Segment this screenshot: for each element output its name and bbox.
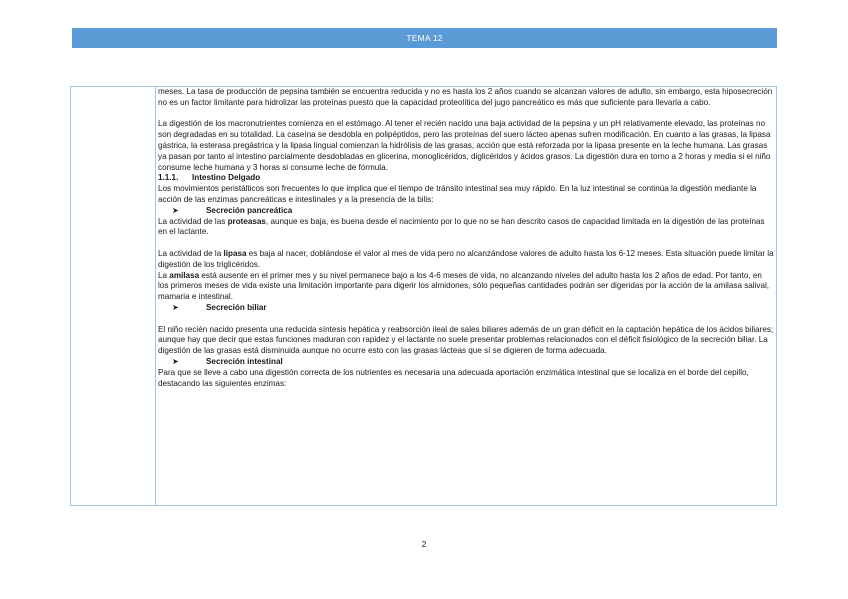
paragraph-digestion-estomago: La digestión de los macronutrientes comienza en el estómago. Al tener el recién nacido una baja actividad de la pepsina y un pH relativamente elevado, las proteínas no son degradadas en su totalidad. La caseína se desdobla en polipéptidos, pero las proteínas del suero lácteo apenas sufren modificación. En cuanto a las grasas, la lipasa gástrica, la esterasa pregástrica y la lipasa lingual comienzan la hidrólisis de las grasas, acción que está reforzada por la lipasa presente en la leche humana. Las grasas ya pasan por tanto al intestino parcialmente desdobladas en glicerina, monoglicéridos, diglicéridos y ácidos grasos. La digestión dura en torno a 2 horas y media si el niño consume leche humana y 3 horas si consume leche de fórmula. xyxy=(158,119,771,172)
paragraph-amilasa: La amilasa está ausente en el primer mes y su nivel permanece bajo a los 4-6 meses de vida, no alcanzando niveles del adulto hasta los 2 años de edad. Por tanto, en los primeros meses de vida existe una limitación importante para digerir los almidones, sólo pequeñas cantidades podrán ser digeridas por la acción de la amilasa salival, mamaria e intestinal. xyxy=(158,270,770,302)
arrow-bullet-icon: ➤ xyxy=(172,356,179,366)
term-lipasa: lipasa xyxy=(223,248,247,258)
bullet-secrecion-pancreatica xyxy=(158,206,774,217)
paragraph-intestinal: Para que se lleve a cabo una digestión correcta de los nutrientes es necesaria una adecuada aportación enzimática intestinal que se localiza en el borde del cepillo, destacando las siguientes enzimas: xyxy=(158,367,749,388)
section-title: Intestino Delgado xyxy=(192,173,261,183)
header-title: TEMA 12 xyxy=(406,33,443,43)
paragraph-pepsina: meses. La tasa de producción de pepsina también se encuentra reducida y no es hasta los 2 años cuando se alcanzan valores de adulto, sin embargo, esta hiposecreción no es un factor limitante para hidrolizar las proteínas puesto que la capacidad proteolítica del jugo pancreático es más que suficiente para llevarla a cabo. xyxy=(158,87,773,107)
section-heading xyxy=(158,173,774,184)
bullet-label: Secreción pancreática xyxy=(206,205,293,215)
section-number: 1.1.1. xyxy=(158,173,179,183)
term-amilasa: amilasa xyxy=(169,270,200,280)
document-body xyxy=(158,87,774,389)
header-bar xyxy=(72,28,777,48)
bullet-secrecion-biliar xyxy=(158,303,774,314)
bullet-label: Secreción intestinal xyxy=(206,356,283,366)
paragraph-biliar: El niño recién nacido presenta una reducida síntesis hepática y reabsorción ileal de sales biliares además de un gran déficit en la captación hepática de los ácidos biliares; aunque hay que decir que estas funciones maduran con rapidez y el lactante no suele presentar problemas relacionados con el déficit fisiológico de la secreción biliar. La digestión de las grasas está disminuida aunque no ocurre esto con las grasas lácteas que sí se digieren de forma adecuada. xyxy=(158,324,774,356)
page-number: 2 xyxy=(421,539,427,549)
bullet-label: Secreción biliar xyxy=(206,302,267,312)
paragraph-peristalticos: Los movimientos peristálticos son frecuentes lo que implica que el tiempo de tránsito intestinal sea muy rápido. En la luz intestinal se continúa la digestión mediante la acción de las enzimas pancreáticas e intestinales y a la presencia de la bilis: xyxy=(158,184,757,204)
paragraph-lipasa: La actividad de la lipasa es baja al nacer, doblándose el valor al mes de vida pero no alcanzándose valores de adulto hasta los 6-12 meses. Esta situación puede limitar la digestión de los triglicéridos. xyxy=(158,248,774,269)
arrow-bullet-icon: ➤ xyxy=(172,302,179,312)
term-proteasas: proteasas xyxy=(227,216,266,226)
bullet-secrecion-intestinal xyxy=(158,357,774,368)
column-divider xyxy=(155,87,156,505)
arrow-bullet-icon: ➤ xyxy=(172,205,179,215)
paragraph-proteasas: La actividad de las proteasas, aunque es baja, es buena desde el nacimiento por lo que no se han descrito casos de capacidad limitada en la digestión de las proteínas en el lactante. xyxy=(158,216,765,237)
